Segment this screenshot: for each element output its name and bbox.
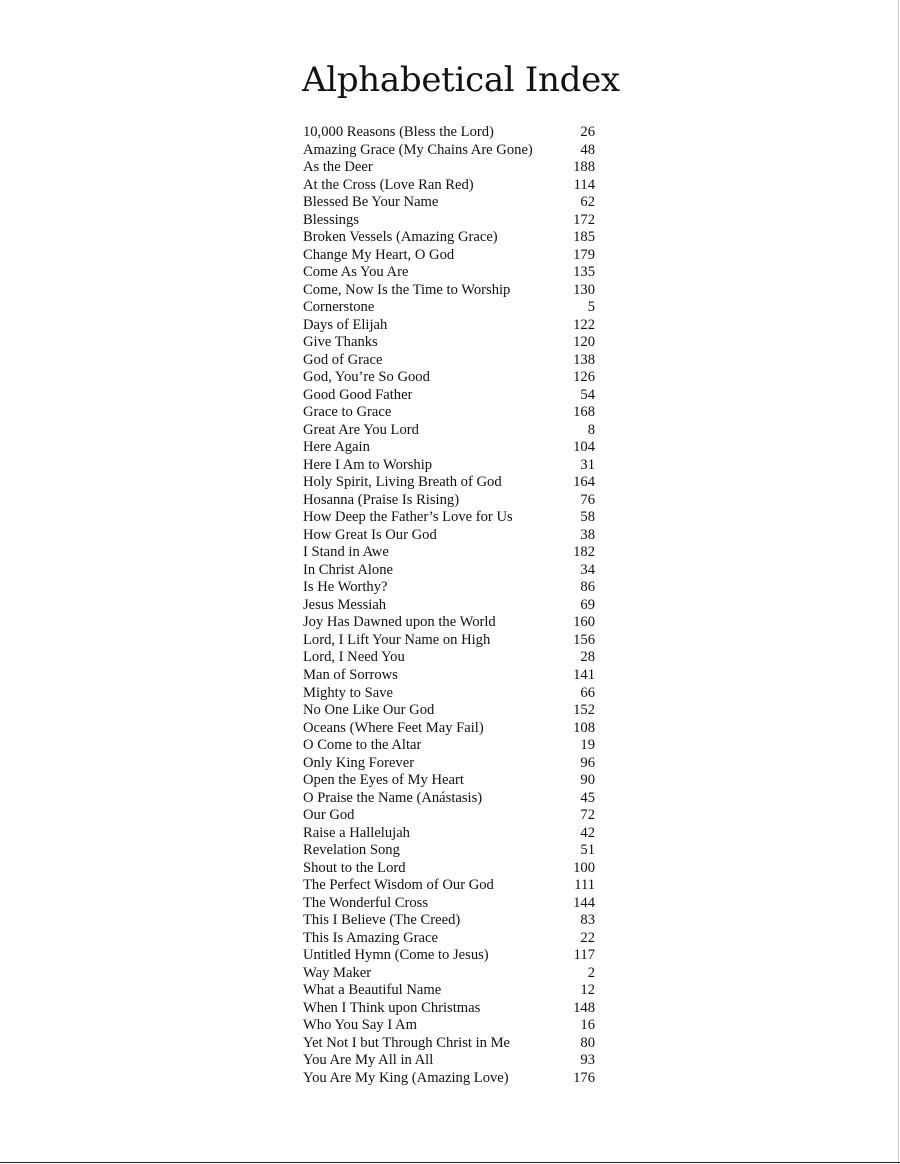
index-list	[303, 124, 595, 1087]
index-entry	[303, 194, 595, 212]
entry-title: Lord, I Need You	[303, 649, 405, 666]
entry-page-number: 179	[573, 246, 595, 263]
entry-page-number: 130	[573, 281, 595, 298]
index-entry	[303, 474, 595, 492]
entry-page-number: 152	[573, 702, 595, 719]
entry-title: Revelation Song	[303, 842, 400, 859]
entry-title: You Are My King (Amazing Love)	[303, 1069, 509, 1086]
entry-page-number: 117	[573, 947, 595, 964]
entry-page-number: 2	[587, 964, 595, 981]
entry-title: This I Believe (The Creed)	[303, 912, 461, 929]
index-entry	[303, 860, 595, 878]
index-entry	[303, 457, 595, 475]
entry-title: Come As You Are	[303, 264, 409, 281]
index-entry	[303, 299, 595, 317]
index-entry	[303, 912, 595, 930]
entry-title: Open the Eyes of My Heart	[303, 772, 464, 789]
entry-page-number: 34	[580, 561, 595, 578]
index-entry	[303, 982, 595, 1000]
entry-title: Shout to the Lord	[303, 859, 406, 876]
entry-page-number: 28	[580, 649, 595, 666]
index-entry	[303, 807, 595, 825]
entry-page-number: 58	[580, 509, 595, 526]
entry-title: O Come to the Altar	[303, 737, 422, 754]
index-entry	[303, 334, 595, 352]
entry-page-number: 72	[580, 807, 595, 824]
entry-title: Our God	[303, 807, 355, 824]
index-entry	[303, 1070, 595, 1088]
index-entry	[303, 544, 595, 562]
index-entry	[303, 702, 595, 720]
index-entry	[303, 229, 595, 247]
entry-title: This Is Amazing Grace	[303, 929, 438, 946]
entry-title: Here Again	[303, 439, 370, 456]
index-entry	[303, 842, 595, 860]
entry-title: O Praise the Name (Anástasis)	[303, 789, 483, 806]
entry-page-number: 188	[573, 159, 595, 176]
entry-page-number: 168	[573, 404, 595, 421]
index-entry	[303, 212, 595, 230]
index-entry	[303, 790, 595, 808]
entry-title: Mighty to Save	[303, 684, 393, 701]
entry-page-number: 83	[580, 912, 595, 929]
entry-page-number: 138	[573, 351, 595, 368]
entry-page-number: 22	[580, 929, 595, 946]
index-entry	[303, 1000, 595, 1018]
entry-page-number: 120	[573, 334, 595, 351]
entry-title: Untitled Hymn (Come to Jesus)	[303, 947, 489, 964]
entry-page-number: 156	[573, 631, 595, 648]
index-entry	[303, 895, 595, 913]
entry-title: At the Cross (Love Ran Red)	[303, 176, 474, 193]
entry-page-number: 8	[587, 421, 595, 438]
index-entry	[303, 667, 595, 685]
entry-page-number: 45	[580, 789, 595, 806]
index-entry	[303, 177, 595, 195]
index-entry	[303, 124, 595, 142]
index-entry	[303, 352, 595, 370]
entry-title: Yet Not I but Through Christ in Me	[303, 1034, 511, 1051]
entry-page-number: 80	[580, 1034, 595, 1051]
entry-page-number: 182	[573, 544, 595, 561]
page-edge-right	[898, 0, 899, 1164]
entry-page-number: 38	[580, 526, 595, 543]
index-entry	[303, 947, 595, 965]
index-entry	[303, 369, 595, 387]
index-entry	[303, 737, 595, 755]
entry-title: Holy Spirit, Living Breath of God	[303, 474, 502, 491]
entry-title: God of Grace	[303, 351, 383, 368]
entry-page-number: 42	[580, 824, 595, 841]
index-entry	[303, 649, 595, 667]
index-entry	[303, 159, 595, 177]
entry-page-number: 111	[574, 877, 595, 894]
index-entry	[303, 142, 595, 160]
entry-title: Hosanna (Praise Is Rising)	[303, 491, 460, 508]
index-entry	[303, 404, 595, 422]
index-entry	[303, 264, 595, 282]
entry-title: Good Good Father	[303, 386, 413, 403]
entry-title: Days of Elijah	[303, 316, 388, 333]
index-entry	[303, 492, 595, 510]
index-entry	[303, 755, 595, 773]
entry-page-number: 164	[573, 474, 595, 491]
entry-title: Who You Say I Am	[303, 1017, 417, 1034]
index-entry	[303, 509, 595, 527]
entry-title: In Christ Alone	[303, 561, 393, 578]
index-entry	[303, 439, 595, 457]
entry-page-number: 86	[580, 579, 595, 596]
entry-title: Only King Forever	[303, 754, 415, 771]
entry-title: Oceans (Where Feet May Fail)	[303, 719, 484, 736]
entry-title: Blessings	[303, 211, 359, 228]
index-entry	[303, 685, 595, 703]
entry-title: Man of Sorrows	[303, 666, 398, 683]
entry-page-number: 16	[580, 1017, 595, 1034]
entry-page-number: 172	[573, 211, 595, 228]
page-title: Alphabetical Index	[302, 60, 620, 100]
entry-title: Lord, I Lift Your Name on High	[303, 631, 491, 648]
index-entry	[303, 579, 595, 597]
entry-page-number: 69	[580, 596, 595, 613]
entry-page-number: 12	[580, 982, 595, 999]
entry-title: Is He Worthy?	[303, 579, 388, 596]
index-entry	[303, 1017, 595, 1035]
entry-page-number: 108	[573, 719, 595, 736]
entry-title: Jesus Messiah	[303, 596, 387, 613]
index-entry	[303, 527, 595, 545]
entry-title: Grace to Grace	[303, 404, 392, 421]
entry-page-number: 90	[580, 772, 595, 789]
index-entry	[303, 282, 595, 300]
entry-page-number: 185	[573, 229, 595, 246]
entry-page-number: 148	[573, 999, 595, 1016]
index-entry	[303, 247, 595, 265]
index-entry	[303, 614, 595, 632]
entry-title: As the Deer	[303, 159, 373, 176]
entry-page-number: 100	[573, 859, 595, 876]
entry-page-number: 141	[573, 666, 595, 683]
index-entry	[303, 597, 595, 615]
index-entry	[303, 825, 595, 843]
index-entry	[303, 1035, 595, 1053]
index-entry	[303, 317, 595, 335]
index-entry	[303, 632, 595, 650]
entry-page-number: 160	[573, 614, 595, 631]
entry-page-number: 96	[580, 754, 595, 771]
entry-title: Amazing Grace (My Chains Are Gone)	[303, 141, 533, 158]
entry-title: I Stand in Awe	[303, 544, 389, 561]
entry-title: Joy Has Dawned upon the World	[303, 614, 496, 631]
entry-title: The Wonderful Cross	[303, 894, 429, 911]
entry-page-number: 31	[580, 456, 595, 473]
entry-page-number: 51	[580, 842, 595, 859]
entry-title: God, You’re So Good	[303, 369, 430, 386]
entry-title: When I Think upon Christmas	[303, 999, 481, 1016]
entry-page-number: 122	[573, 316, 595, 333]
entry-title: Broken Vessels (Amazing Grace)	[303, 229, 498, 246]
index-entry	[303, 562, 595, 580]
entry-title: Great Are You Lord	[303, 421, 419, 438]
index-entry	[303, 965, 595, 983]
entry-page-number: 104	[573, 439, 595, 456]
entry-page-number: 176	[573, 1069, 595, 1086]
index-entry	[303, 1052, 595, 1070]
entry-title: How Deep the Father’s Love for Us	[303, 509, 513, 526]
index-entry	[303, 772, 595, 790]
entry-page-number: 62	[580, 194, 595, 211]
index-entry	[303, 930, 595, 948]
entry-page-number: 76	[580, 491, 595, 508]
entry-title: Blessed Be Your Name	[303, 194, 439, 211]
entry-page-number: 66	[580, 684, 595, 701]
entry-title: Here I Am to Worship	[303, 456, 433, 473]
page-edge-bottom	[0, 1162, 900, 1163]
entry-page-number: 126	[573, 369, 595, 386]
entry-title: Come, Now Is the Time to Worship	[303, 281, 511, 298]
entry-page-number: 93	[580, 1052, 595, 1069]
entry-title: No One Like Our God	[303, 702, 435, 719]
entry-title: Change My Heart, O God	[303, 246, 455, 263]
entry-page-number: 135	[573, 264, 595, 281]
entry-page-number: 26	[580, 124, 595, 140]
entry-page-number: 5	[587, 299, 595, 316]
index-entry	[303, 720, 595, 738]
entry-title: How Great Is Our God	[303, 526, 437, 543]
entry-title: Cornerstone	[303, 299, 375, 316]
entry-title: Way Maker	[303, 964, 372, 981]
entry-page-number: 54	[580, 386, 595, 403]
entry-page-number: 144	[573, 894, 595, 911]
index-entry	[303, 422, 595, 440]
entry-title: You Are My All in All	[303, 1052, 434, 1069]
entry-page-number: 19	[580, 737, 595, 754]
entry-title: Raise a Hallelujah	[303, 824, 410, 841]
entry-title: 10,000 Reasons (Bless the Lord)	[303, 124, 494, 140]
entry-page-number: 114	[573, 176, 595, 193]
entry-title: The Perfect Wisdom of Our God	[303, 877, 494, 894]
index-entry	[303, 877, 595, 895]
entry-title: What a Beautiful Name	[303, 982, 442, 999]
entry-page-number: 48	[580, 141, 595, 158]
index-entry	[303, 387, 595, 405]
entry-title: Give Thanks	[303, 334, 378, 351]
